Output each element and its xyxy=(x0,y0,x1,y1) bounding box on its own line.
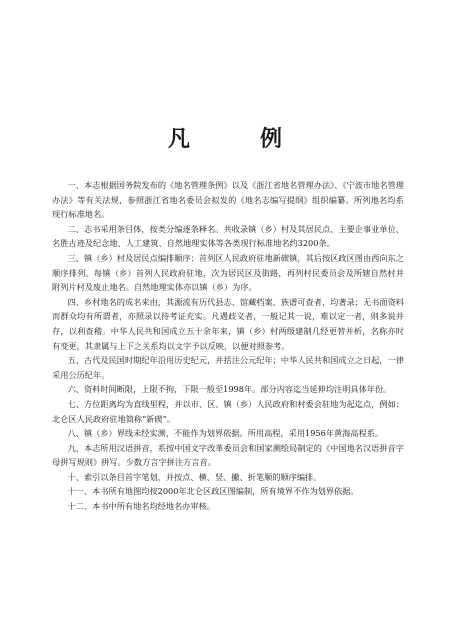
paragraph-5: 五、古代及民国时期纪年沿用历史纪元，并括注公元纪年；中华人民共和国成立之日起，一律采用公历纪年。 xyxy=(52,355,404,380)
document-body xyxy=(52,178,404,514)
page-title: 凡 例 xyxy=(167,126,306,152)
paragraph-1: 一、本志根据国务院发布的《地名管理条例》以及《浙江省地名管理办法》、《宁波市地名管理办法》等有关法规，参照浙江省地名委员会拟发的《地名志编写提纲》组织编纂。所列地名均系现行标准地名。 xyxy=(52,180,404,220)
paragraph-12: 十二、本书中所有地名均经地名办审核。 xyxy=(67,501,215,512)
paragraph-11: 十一、本书所有地图均按2000年北仑区政区图编制，所有境界不作为划界依据。 xyxy=(67,486,359,497)
paragraph-6: 六、资料时间断限，上限不拘，下限一般至1998年。部分内容迄当延伸均注明具体年份。 xyxy=(67,384,392,395)
paragraph-3: 三、镇（乡）村及居民点编排顺序：首列区人民政府驻地新碶镇，其后按区政区图由西向东之顺序排列。每镇（乡）首列人民政府驻地，次为居民区及街路，再列村民委员会及所辖自然村并附列片村及废止地名。自然地理实体亦以镇（乡）为序。 xyxy=(52,252,404,293)
paragraph-8: 八、镇（乡）界线未经实测，不能作为划界依据。所用高程，采用1956年黄海高程系。 xyxy=(67,428,384,439)
paragraph-10: 十、索引以条目首字笔划，并按点、横、竖、撇、折笔顺的顺序编排。 xyxy=(67,471,322,482)
paragraph-4: 四、乡村地名的成名来由，其源流有历代县志、馆藏档案、族谱可查者，均著录；无书面资料而群众均有所谓者，亦照录以待考证充实。凡遇歧义者，一般记其一说，难以定一者，则多说并存，以利查稽。中华人民共和国成立五十余年来，镇（乡）村两级建制几经更替并析，名称亦时有变更，其隶属与上下之关系均以文字予以反映，以便对照参考。 xyxy=(52,296,404,351)
paragraph-9: 九、本志所用汉语拼音，系按中国文字改革委员会和国家测绘局制定的《中国地名汉语拼音字母拼写规则》拼写。少数方言字拼注方言音。 xyxy=(52,442,404,468)
paragraph-2: 二、志书采用条目体，按类分编逐条释名。共收录镇（乡）村及其居民点、主要企事业单位、名胜古迹及纪念地、人工建筑、自然地理实体等各类现行标准地名约3200条。 xyxy=(52,223,404,249)
paragraph-7: 七、方位距离均为直线里程，并以市、区、镇（乡）人民政府和村委会驻地为起迄点，例如：北仑区人民政府驻地简称“新碶”。 xyxy=(52,398,404,424)
